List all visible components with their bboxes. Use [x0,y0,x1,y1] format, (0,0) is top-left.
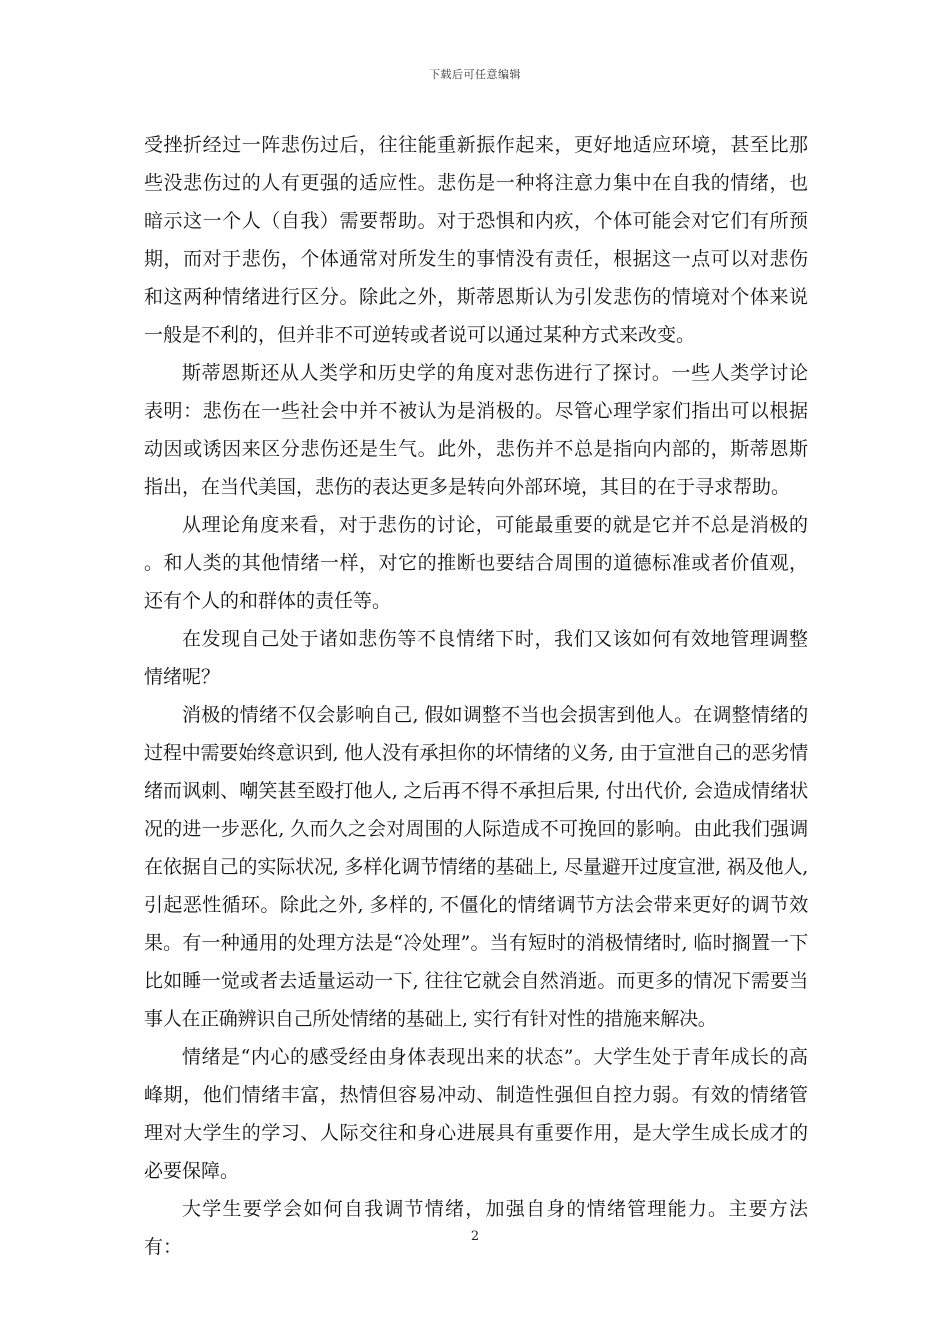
page-number: 2 [470,1229,480,1244]
paragraph-anthropology: 斯蒂恩斯还从人类学和历史学的角度对悲伤进行了探讨。一些人类学讨论表明：悲伤在一些社会中并不被认为是消极的。尽管心理学家们指出可以根据动因或诱因来区分悲伤还是生气。此外，悲伤并不总是指向内部的，斯蒂恩斯指出，在当代美国，悲伤的表达更多是转向外部环境，其目的在于寻求帮助。 [144,362,808,498]
paragraph-negative-emotion: 消极的情绪不仅会影响自己, 假如调整不当也会损害到他人。在调整情绪的过程中需要始终意识到, 他人没有承担你的坏情绪的义务, 由于宣泄自己的恶劣情绪而讽刺、嘲笑甚至殴打他人, 之后再不得不承担后果, 付出代价, 会造成情绪状况的进一步恶化, 久而久之会对周围的人际造成不可挽回的影响。由此我们强调在依据自己的实际状况, 多样化调节情绪的基础上, 尽量避开过度宣泄, 祸及他人, 引起恶性循环。除此之外, 多样的, 不僵化的情绪调节方法会带来更好的调节效果。有一种通用的处理方法是“冷处理”。当有短时的消极情绪时, 临时搁置一下比如睡一觉或者去适量运动一下, 往往它就会自然消逝。而更多的情况下需要当事人在正确辨识自己所处情绪的基础上, 实行有针对性的措施来解决。 [144,704,808,1030]
paragraph-emotion-definition: 情绪是“内心的感受经由身体表现出来的状态”。大学生处于青年成长的高峰期，他们情绪丰富，热情但容易冲动、制造性强但自控力弱。有效的情绪管理对大学生的学习、人际交往和身心进展具有重要作用，是大学生成长成才的必要保障。 [144,1046,808,1182]
page-header: 下载后可任意编辑 [429,68,521,81]
paragraph-theory: 从理论角度来看，对于悲伤的讨论，可能最重要的就是它并不总是消极的 。和人类的其他情绪一样，对它的推断也要结合周围的道德标准或者价值观，还有个人的和群体的责任等。 [144,514,808,612]
paragraph-methods-intro: 大学生要学会如何自我调节情绪，加强自身的情绪管理能力。主要方法有： [144,1198,808,1258]
paragraph-sadness-adaptation: 受挫折经过一阵悲伤过后，往往能重新振作起来，更好地适应环境，甚至比那些没悲伤过的人有更强的适应性。悲伤是一种将注意力集中在自我的情绪，也暗示这一个人（自我）需要帮助。对于恐惧和内疚，个体可能会对它们有所预期，而对于悲伤，个体通常对所发生的事情没有责任，根据这一点可以对悲伤和这两种情绪进行区分。除此之外，斯蒂恩斯认为引发悲伤的情境对个体来说一般是不利的，但并非不可逆转或者说可以通过某种方式来改变。 [144,134,808,346]
document-body [144,126,808,1266]
paragraph-question: 在发现自己处于诸如悲伤等不良情绪下时，我们又该如何有效地管理调整情绪呢？ [144,628,808,688]
